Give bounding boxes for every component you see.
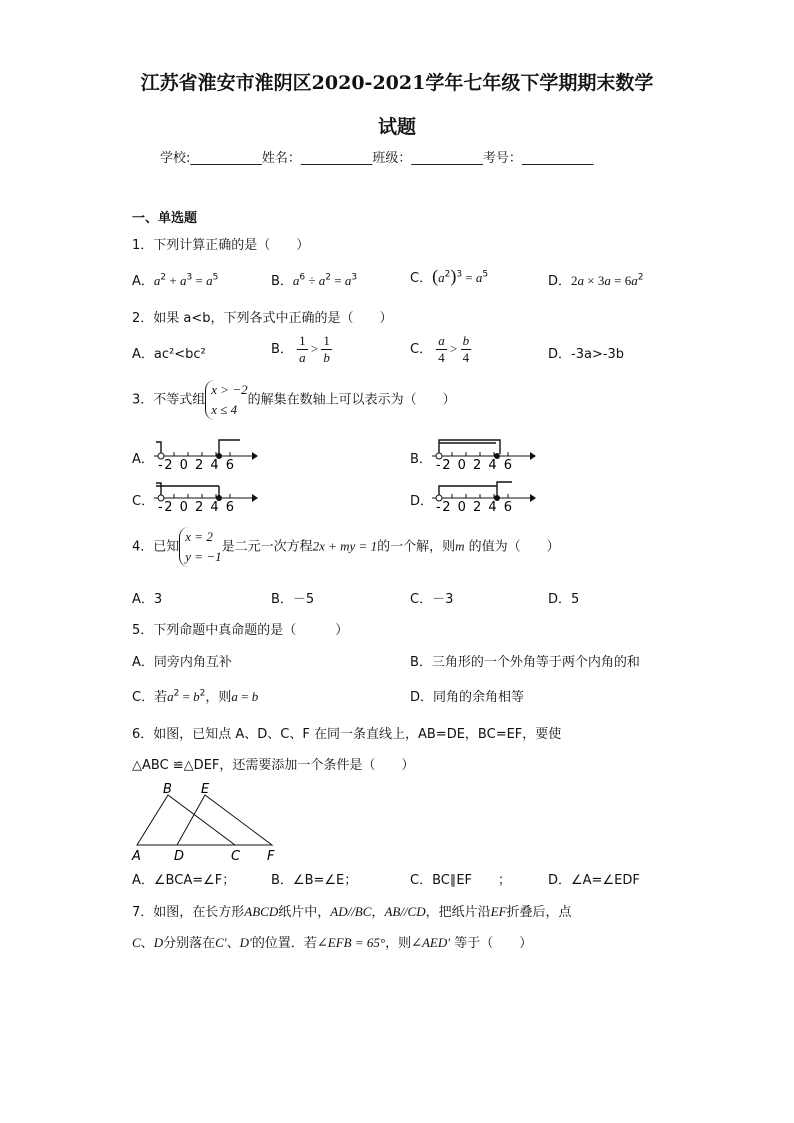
q6-triangle-diagram [130,780,290,864]
option-label: A． [132,274,154,289]
section-heading: 一、单选题 [132,211,198,226]
student-info-fields: 学校:___________姓名：___________班级：___________考号：___________ [160,151,594,166]
q5-option-d: D．同角的余角相等 [410,690,525,705]
q1-option-b: B．$a^6 \div a^2 = a^3$ [271,272,358,289]
label-B: B [163,782,172,797]
option-label: B． [271,274,293,289]
q4-option-a: A．3 [132,592,163,607]
question-6-stem-line2: △ABC ≌△DEF，还需要添加一个条件是（ ） [132,758,415,773]
label-A: A [132,849,141,864]
q4-option-b: B．－5 [271,592,315,607]
q1-option-a: A．$a^2 + a^3 = a^5$ [132,272,219,289]
q3-option-c-label: C． [132,494,155,509]
tick-labels: -2 0 2 4 6 [158,458,236,472]
q3-option-b-label: B． [410,452,432,467]
q3-number-line-c [152,478,262,514]
q3-number-line-d [430,478,540,514]
tick-labels: -2 0 2 4 6 [436,458,514,472]
option-label: C． [410,271,433,286]
q5-option-a: A．同旁内角互补 [132,655,232,670]
label-E: E [201,782,210,797]
tick-labels: -2 0 2 4 6 [158,500,236,514]
q3-number-line-b [430,436,540,472]
q3-option-d-label: D． [410,494,434,509]
question-3-stem: 3．不等式组 x > −2 x ≤ 4 的解集在数轴上可以表示为（ ） [132,380,456,420]
q6-option-c: C．BC∥EF ； [410,873,512,888]
tick-labels: -2 0 2 4 6 [436,500,514,514]
q4-option-c: C．－3 [410,592,454,607]
option-label: C． [410,342,433,357]
question-7-stem-line2: C、D分别落在C′、D′的位置．若∠EFB = 65°，则∠AED′ 等于（ ） [132,935,533,951]
option-label: D． [548,274,572,289]
q2-option-a: A．ac²<bc² [132,347,206,362]
q3-number-line-a [152,436,262,472]
label-F: F [267,849,275,864]
question-7-stem-line1: 7．如图，在长方形ABCD纸片中，AD//BC，AB//CD，把纸片沿EF折叠后，点 [132,904,572,920]
q1-option-d: D．$2a \times 3a = 6a^2$ [548,272,644,289]
q5-option-c: C．若$a^2 = b^2$，则a = b [132,688,259,705]
q3-option-a-label: A． [132,452,154,467]
q6-option-d: D．∠A=∠EDF [548,873,640,888]
q1-option-c: C．$(a^2)^3 = a^5$ [410,266,489,286]
label-D: D [174,849,185,864]
page-title-line2: 试题 [377,116,416,138]
q5-option-b: B．三角形的一个外角等于两个内角的和 [410,655,640,670]
q6-option-b: B．∠B=∠E； [271,873,358,888]
page-title: 江苏省淮安市淮阴区2020-2021学年七年级下学期期末数学 [140,72,654,94]
question-1-stem: 1．下列计算正确的是（ ） [132,238,310,253]
question-4-stem: 4．已知 x = 2 y = −1 是二元一次方程2x + my = 1的一个解，则m 的值为（ ） [132,527,560,567]
q4-option-d: D．5 [548,592,580,607]
q6-option-a: A．∠BCA=∠F； [132,873,236,888]
question-5-stem: 5．下列命题中真命题的是（ ） [132,623,349,638]
q2-option-d: D．-3a>-3b [548,347,625,362]
question-2-stem: 2．如果 a<b，下列各式中正确的是（ ） [132,311,393,326]
q2-option-b: B． $\frac{1}{a}$ > $\frac{1}{b}$ [271,333,330,365]
option-label: B． [271,342,293,357]
q2-option-c: C． $\frac{a}{4}$ > $\frac{b}{4}$ [410,333,470,365]
label-C: C [231,849,241,864]
question-6-stem-line1: 6．如图，已知点 A、D、C、F 在同一条直线上，AB=DE，BC=EF，要使 [132,727,562,742]
